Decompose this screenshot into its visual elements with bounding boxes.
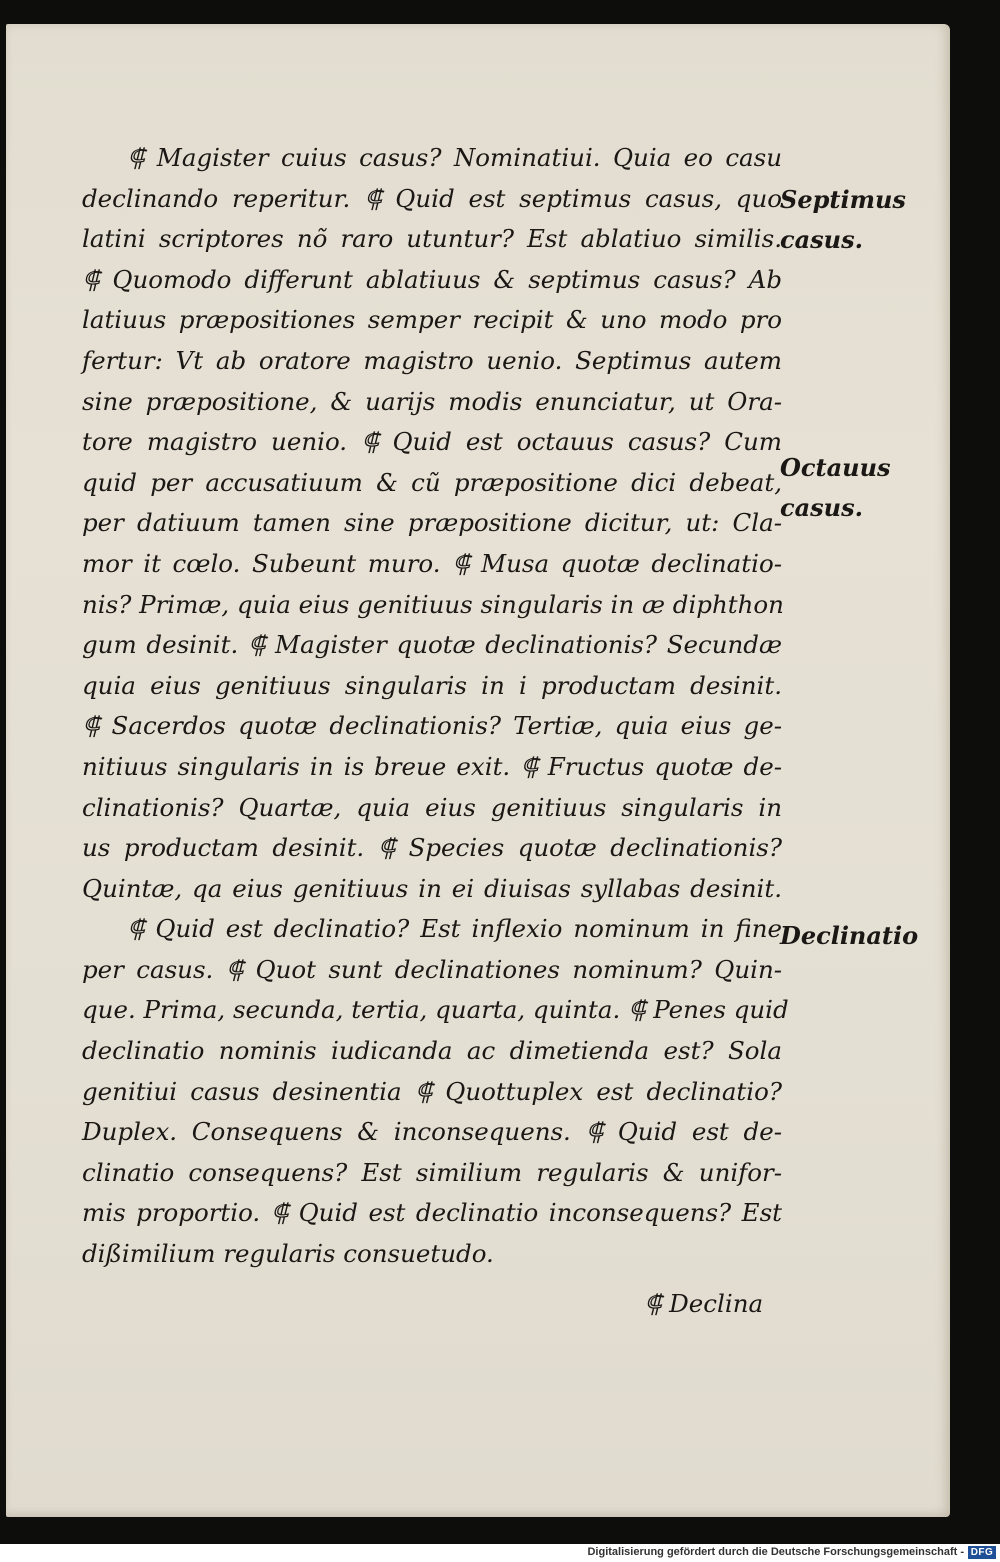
text-line: que. Prima, secunda, tertia, quarta, quinta. ⸿ Penes quid [82,995,789,1025]
text-line: dißimilium regularis consuetudo. [82,1239,494,1269]
margin-note-line: Octauus [780,453,891,482]
text-line: quid per accusatiuum & cũ præpositione dici debeat, [82,467,782,497]
text-line: declinando reperitur. ⸿ Quid est septimus casus, quo [82,183,782,213]
body-text [82,138,789,1275]
margin-note-line: casus. [780,493,863,522]
margin-note-line: casus. [780,225,863,254]
text-line: Quintæ, qa eius genitiuus in ei diuisas syllabas desinit. [82,873,782,903]
text-line: tore magistro uenio. ⸿ Quid est octauus casus? Cum [82,427,782,457]
text-line: clinationis? Quartæ, quia eius genitiuus singularis in [82,792,782,822]
margin-note-line: Septimus [780,185,906,214]
text-line: per datiuum tamen sine præpositione dicitur, ut: Cla- [82,508,782,538]
funding-credit: Digitalisierung gefördert durch die Deutsche Forschungsgemeinschaft - [587,1546,964,1558]
margin-note-octauus [780,448,891,528]
text-line: genitiui casus desinentia ⸿ Quottuplex est declinatio? [82,1076,782,1106]
text-line: mis proportio. ⸿ Quid est declinatio inconsequens? Est [82,1198,782,1228]
text-line: nitiuus singularis in is breue exit. ⸿ Fructus quotæ de- [82,751,782,781]
text-line: us productam desinit. ⸿ Species quotæ declinationis? [82,833,782,863]
text-line: per casus. ⸿ Quot sunt declinationes nominum? Quin- [82,954,782,984]
text-line: ⸿ Magister cuius casus? Nominatiui. Quia eo casu [127,143,782,172]
text-line: gum desinit. ⸿ Magister quotæ declinationis? Secundæ [82,630,782,660]
margin-note-septimus [780,180,906,260]
dfg-logo: DFG [968,1546,996,1559]
text-line: declinatio nominis iudicanda ac dimetienda est? Sola [82,1036,782,1066]
text-line: Duplex. Consequens & inconsequens. ⸿ Quid est de- [82,1117,782,1147]
text-line: ⸿ Quomodo differunt ablatiuus & septimus casus? Ab [82,264,782,294]
digitization-footer [0,1544,1000,1562]
text-line: quia eius genitiuus singularis in i productam desinit. [82,670,782,700]
text-line: sine præpositione, & uarijs modis enunciatur, ut Ora- [82,386,782,416]
text-line: fertur: Vt ab oratore magistro uenio. Septimus autem [82,345,782,375]
text-line: latiuus præpositiones semper recipit & uno modo pro [82,305,782,335]
margin-note-line: Declinatio [780,921,919,950]
text-line: ⸿ Quid est declinatio? Est inflexio nominum in fine [127,914,782,944]
text-line: mor it cœlo. Subeunt muro. ⸿ Musa quotæ declinatio- [82,548,782,578]
text-line: nis? Primæ, quia eius genitiuus singularis in æ diphthon [82,589,784,619]
text-line: ⸿ Sacerdos quotæ declinationis? Tertiæ, quia eius ge- [82,711,782,741]
text-line: latini scriptores nõ raro utuntur? Est ablatiuo similis. [82,224,782,254]
text-line: clinatio consequens? Est similium regularis & unifor- [82,1157,782,1187]
margin-note-declinatio [780,916,918,956]
catchword: ⸿ Declina [644,1289,764,1318]
